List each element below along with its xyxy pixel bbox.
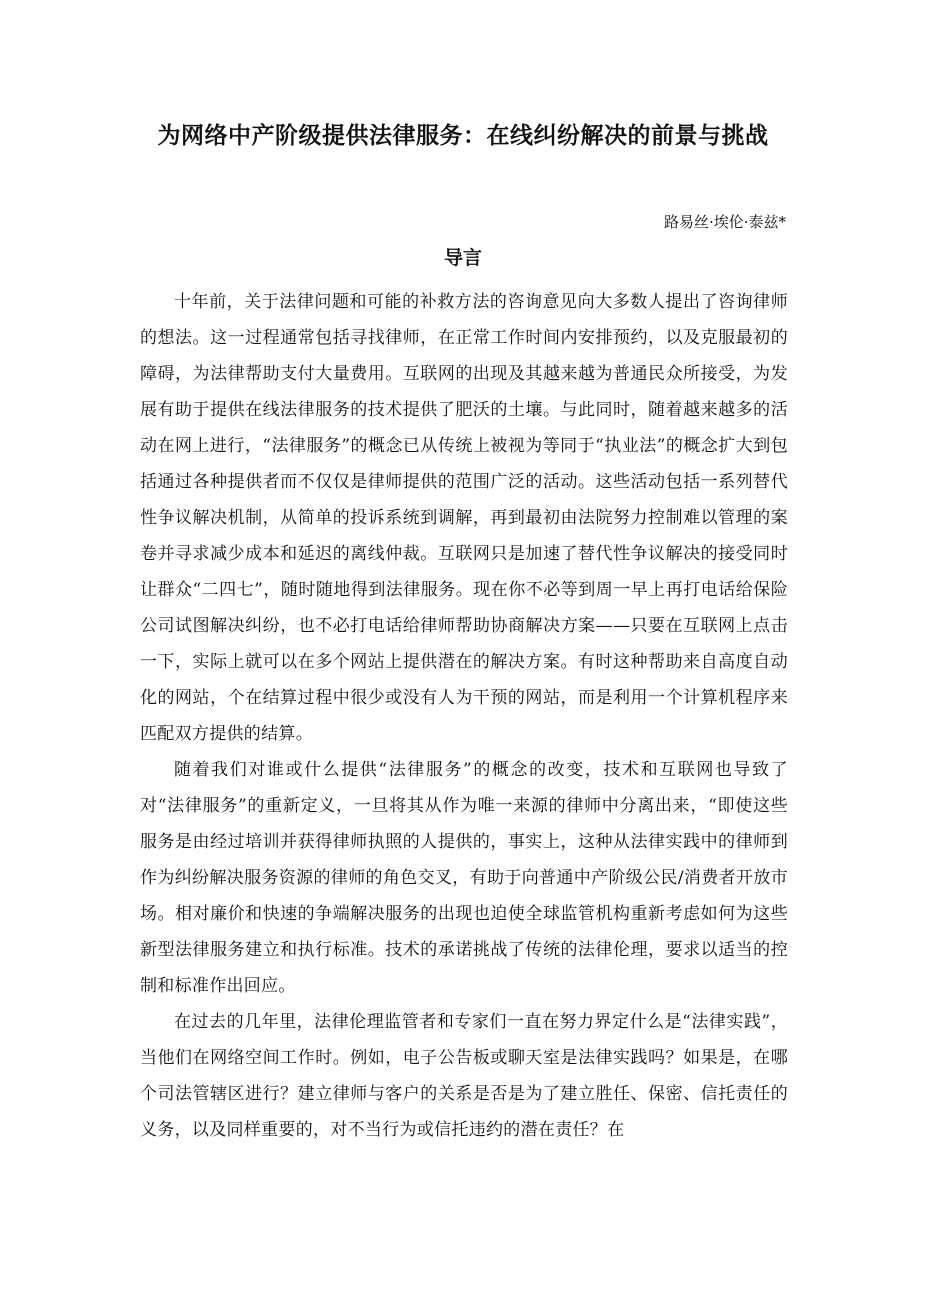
- paragraph-1: 十年前，关于法律问题和可能的补救方法的咨询意见向大多数人提出了咨询律师的想法。这一过程通常包括寻找律师，在正常工作时间内安排预约，以及克服最初的障碍，为法律帮助支付大量费用。互联网的出现及其越来越为普通民众所接受，为发展有助于提供在线法律服务的技术提供了肥沃的土壤。与此同时，随着越来越多的活动在网上进行，“法律服务”的概念已从传统上被视为等同于“执业法”的概念扩大到包括通过各种提供者而不仅仅是律师提供的范围广泛的活动。这些活动包括一系列替代性争议解决机制，从简单的投诉系统到调解，再到最初由法院努力控制难以管理的案卷并寻求减少成本和延迟的离线仲裁。互联网只是加速了替代性争议解决的接受同时让群众“二四七”，随时随地得到法律服务。现在你不必等到周一早上再打电话给保险公司试图解决纠纷，也不必打电话给律师帮助协商解决方案——只要在互联网上点击一下，实际上就可以在多个网站上提供潜在的解决方案。有时这种帮助来自高度自动化的网站，个在结算过程中很少或没有人为干预的网站，而是利用一个计算机程序来匹配双方提供的结算。: [140, 292, 788, 744]
- section-heading: 导言: [443, 247, 482, 269]
- author-name: 路易丝·埃伦·泰兹*: [663, 213, 786, 231]
- document-title: 为网络中产阶级提供法律服务：在线纠纷解决的前景与挑战: [157, 123, 769, 149]
- paragraph-2: 随着我们对谁或什么提供“法律服务”的概念的改变，技术和互联网也导致了对“法律服务”的重新定义，一旦将其从作为唯一来源的律师中分离出来，“即使这些服务是由经过培训并获得律师执照的人提供的，事实上，这种从法律实践中的律师到作为纠纷解决服务资源的律师的角色交叉，有助于向普通中产阶级公民/消费者开放市场。相对廉价和快速的争端解决服务的出现也迫使全球监管机构重新考虑如何为这些新型法律服务建立和执行标准。技术的承诺挑战了传统的法律伦理，要求以适当的控制和标准作出回应。: [140, 760, 788, 996]
- body-text: [140, 284, 788, 1148]
- paragraph-3: 在过去的几年里，法律伦理监管者和专家们一直在努力界定什么是“法律实践”，当他们在网络空间工作时。例如，电子公告板或聊天室是法律实践吗？如果是，在哪个司法管辖区进行？建立律师与客户的关系是否是为了建立胜任、保密、信托责任的义务，以及同样重要的，对不当行为或信托违约的潜在责任？在: [140, 1012, 788, 1140]
